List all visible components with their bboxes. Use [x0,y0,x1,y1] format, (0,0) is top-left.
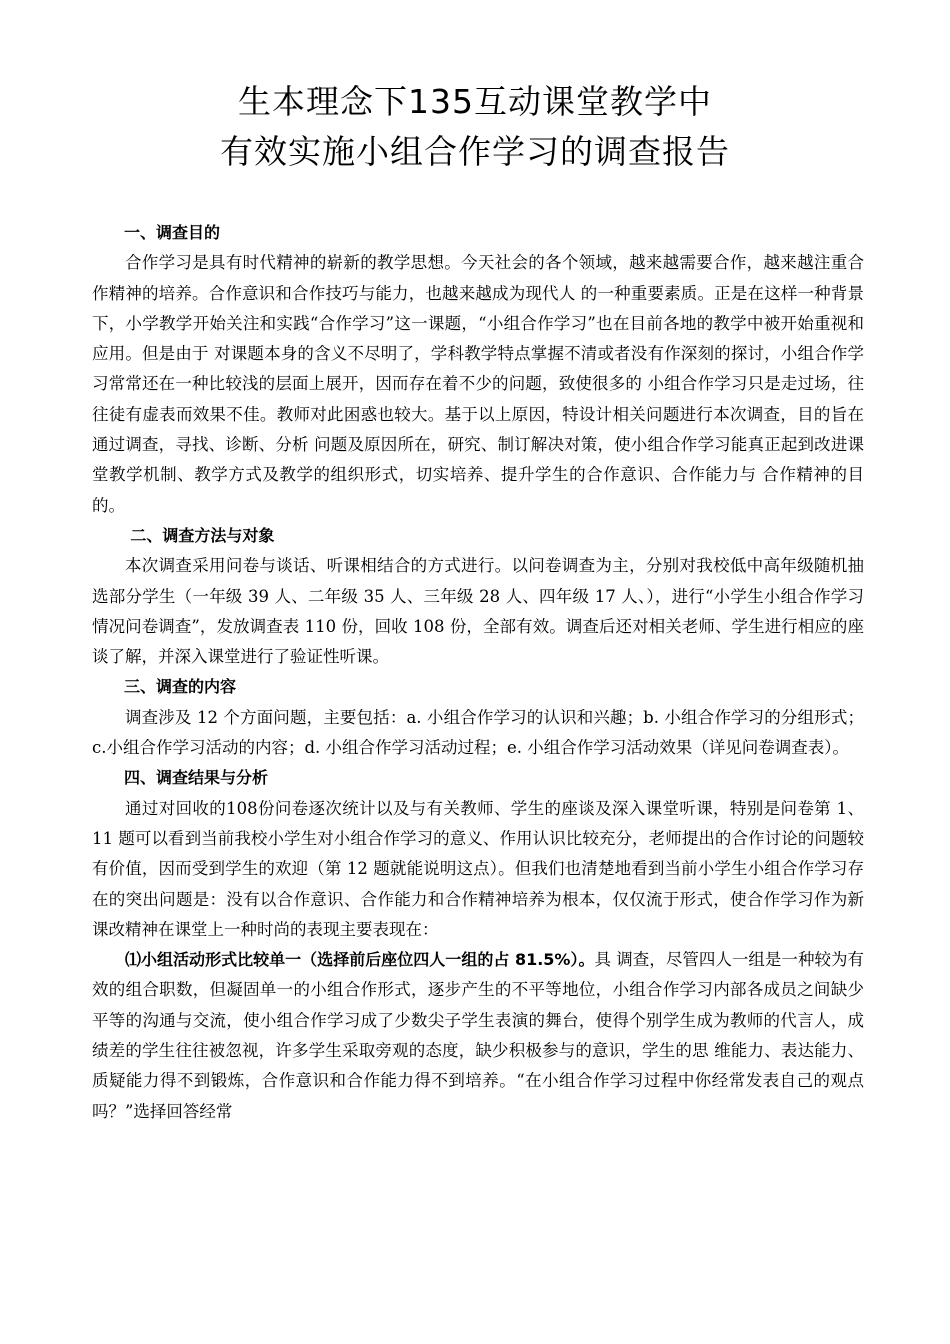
document-body [92,218,864,1127]
document-title-line-2: 有效实施小组合作学习的调查报告 [220,132,730,171]
section-heading-results: 四、调查结果与分析 [124,768,269,788]
section-heading-method: 二、调查方法与对象 [130,525,275,545]
section-paragraph-results: 通过对回收的108份问卷逐次统计以及与有关教师、学生的座谈及深入课堂听课，特别是问卷第 1、11 题可以看到当前我校小学生对小组合作学习的意义、作用认识比较充分，老师提出的合作讨论的问题较有价值，因而受到学生的欢迎（第 12 题就能说明这点）。但我们也清楚地看到当前小学生小组合作学习存在的突出问题是：没有以合作意识、合作能力和合作精神培养为根本，仅仅流于形式，使合作学习作为新课改精神在课堂上一种时尚的表现主要表现在： [92,798,864,939]
section-paragraph-method: 本次调查采用问卷与谈话、听课相结合的方式进行。以问卷调查为主，分别对我校低中高年级随机抽选部分学生（一年级 39 人、二年级 35 人、三年级 28 人、四年级 17 人、），进行“小学生小组合作学习情况问卷调查”，发放调查表 110 份，回收 108 份，全部有效。调查后还对相关老师、学生进行相应的座谈了解，并深入课堂进行了验证性听课。 [92,556,864,667]
point-1-paragraph [92,945,864,1127]
point-1-text: 具 调查，尽管四人一组是一种较为有效的组合职数，但凝固单一的小组合作形式，逐步产生的不平等地位，小组合作学习内部各成员之间缺少平等的沟通与交流，使小组合作学习成了少数尖子学生表演的舞台，使得个别学生成为教师的代言人，成绩差的学生往往被忽视，许多学生采取旁观的态度，缺少积极参与的意识，学生的思 维能力、表达能力、质疑能力得不到锻炼，合作意识和合作能力得不到培养。“在小组合作学习过程中你经常发表自己的观点吗？”选择回答经常 [92,950,864,1121]
section-paragraph-content: 调查涉及 12 个方面问题，主要包括：a. 小组合作学习的认识和兴趣；b. 小组合作学习的分组形式；c.小组合作学习活动的内容；d. 小组合作学习活动过程；e. 小组合作学习活动效果（详见问卷调查表）。 [92,707,864,758]
section-heading-content: 三、调查的内容 [124,677,237,697]
point-1-lead: ⑴小组活动形式比较单一（选择前后座位四人一组的占 81.5%）。 [125,950,595,970]
section-paragraph-purpose: 合作学习是具有时代精神的崭新的教学思想。今天社会的各个领域，越来越需要合作，越来越注重合作精神的培养。合作意识和合作技巧与能力，也越来越成为现代人 的一种重要素质。正是在这样一种背景下，小学教学开始关注和实践“合作学习”这一课题，“小组合作学习”也在目前各地的教学中被开始重视和应用。但是由于 对课题本身的含义不尽明了，学科教学特点掌握不清或者没有作深刻的探讨，小组合作学习常常还在一种比较浅的层面上展开，因而存在着不少的问题，致使很多的 小组合作学习只是走过场，往往徒有虚表而效果不佳。教师对此困惑也较大。基于以上原因，特设计相关问题进行本次调查，目的旨在通过调查，寻找、诊断、分析 问题及原因所在，研究、制订解决对策，使小组合作学习能真正起到改进课堂教学机制、教学方式及教学的组织形式，切实培养、提升学生的合作意识、合作能力与 合作精神的目的。 [92,253,864,515]
section-heading-purpose: 一、调查目的 [124,223,221,242]
document-title-line-1: 生本理念下135互动课堂教学中 [238,82,712,121]
